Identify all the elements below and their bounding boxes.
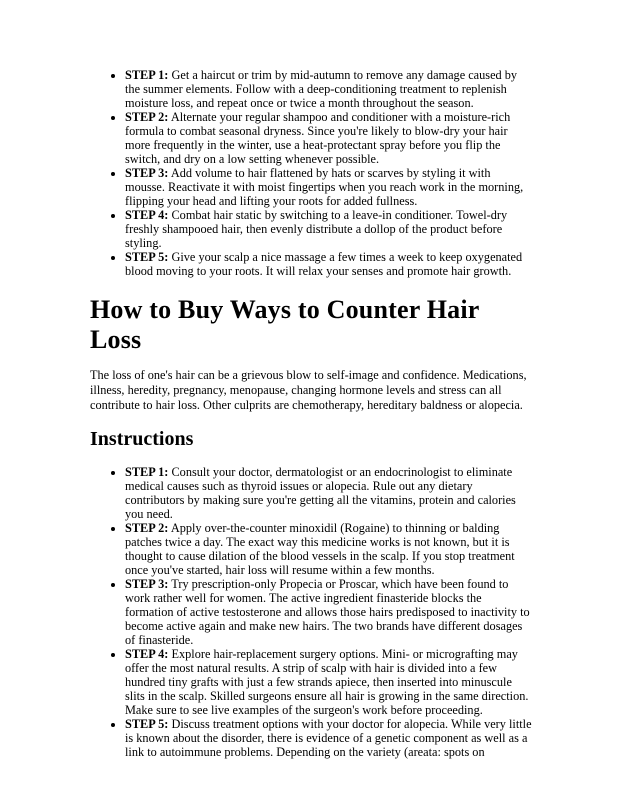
list-item: [125, 166, 533, 208]
step-text: Combat hair static by switching to a leave-in conditioner. Towel-dry freshly shampooed hair, then evenly distribute a dollop of the product before styling.: [125, 208, 508, 250]
step-text: Try prescription-only Propecia or Proscar, which have been found to work rather well for women. The active ingredient finasteride blocks the formation of active testosterone and allows those hairs predisposed to inactivity to become active again and make new hairs. The two brands have different dosages of finasteride.: [125, 577, 530, 647]
step-label: STEP 1:: [125, 465, 169, 479]
step-text: Discuss treatment options with your doctor for alopecia. While very little is known about the disorder, there is evidence of a genetic component as well as a link to autoimmune problems. Depending on the variety (areata: spots on: [125, 717, 532, 759]
instructions-heading: Instructions: [90, 428, 194, 450]
step-label: STEP 4:: [125, 647, 169, 661]
step-label: STEP 4:: [125, 208, 169, 222]
step-label: STEP 3:: [125, 577, 169, 591]
step-text: Explore hair-replacement surgery options. Mini- or micrografting may offer the most natural results. A strip of scalp with hair is divided into a few hundred tiny grafts with just a few strands apiece, then inserted into minuscule slits in the scalp. Skilled surgeons ensure all hair is growing in the same direction. Make sure to see live examples of the surgeon's work before proceeding.: [125, 647, 529, 717]
instructions-steps-list: [90, 465, 533, 759]
step-label: STEP 1:: [125, 68, 169, 82]
list-item: [125, 577, 533, 647]
step-label: STEP 3:: [125, 166, 169, 180]
article-intro: The loss of one's hair can be a grievous blow to self-image and confidence. Medications, illness, heredity, pregnancy, menopause, changing hormone levels and stress can all contribute to hair loss. Other culprits are chemotherapy, hereditary baldness or alopecia.: [90, 368, 527, 412]
list-item: [125, 717, 533, 759]
step-text: Add volume to hair flattened by hats or scarves by styling it with mousse. Reactivate it with moist fingertips when you reach work in the morning, flipping your head and lifting your roots for added fullness.: [125, 166, 524, 208]
list-item: [125, 647, 533, 717]
list-item: [125, 521, 533, 577]
list-item: [125, 208, 533, 250]
list-item: [125, 465, 533, 521]
list-item: [125, 68, 533, 110]
winter-hair-care-steps-list: [90, 68, 533, 278]
step-text: Give your scalp a nice massage a few times a week to keep oxygenated blood moving to your roots. It will relax your senses and promote hair growth.: [125, 250, 523, 278]
step-label: STEP 2:: [125, 110, 169, 124]
step-text: Apply over-the-counter minoxidil (Rogaine) to thinning or balding patches twice a day. The exact way this medicine works is not known, but it is thought to cause dilation of the blood vessels in the scalp. If you stop treatment once you've started, hair loss will resume within a few months.: [125, 521, 515, 577]
list-item: [125, 250, 533, 278]
list-item: [125, 110, 533, 166]
step-label: STEP 5:: [125, 250, 169, 264]
step-label: STEP 5:: [125, 717, 169, 731]
step-text: Alternate your regular shampoo and conditioner with a moisture-rich formula to combat seasonal dryness. Since you're likely to blow-dry your hair more frequently in the winter, use a heat-protectant spray before you flip the switch, and dry on a low setting whenever possible.: [125, 110, 511, 166]
step-text: Consult your doctor, dermatologist or an endocrinologist to eliminate medical causes such as thyroid issues or alopecia. Rule out any dietary contributors by making sure you're getting all the vitamins, protein and calories you need.: [125, 465, 516, 521]
step-text: Get a haircut or trim by mid-autumn to remove any damage caused by the summer elements. Follow with a deep-conditioning treatment to replenish moisture loss, and repeat once or twice a month throughout the season.: [125, 68, 518, 110]
step-label: STEP 2:: [125, 521, 169, 535]
article-title: How to Buy Ways to Counter Hair Loss: [90, 295, 480, 354]
